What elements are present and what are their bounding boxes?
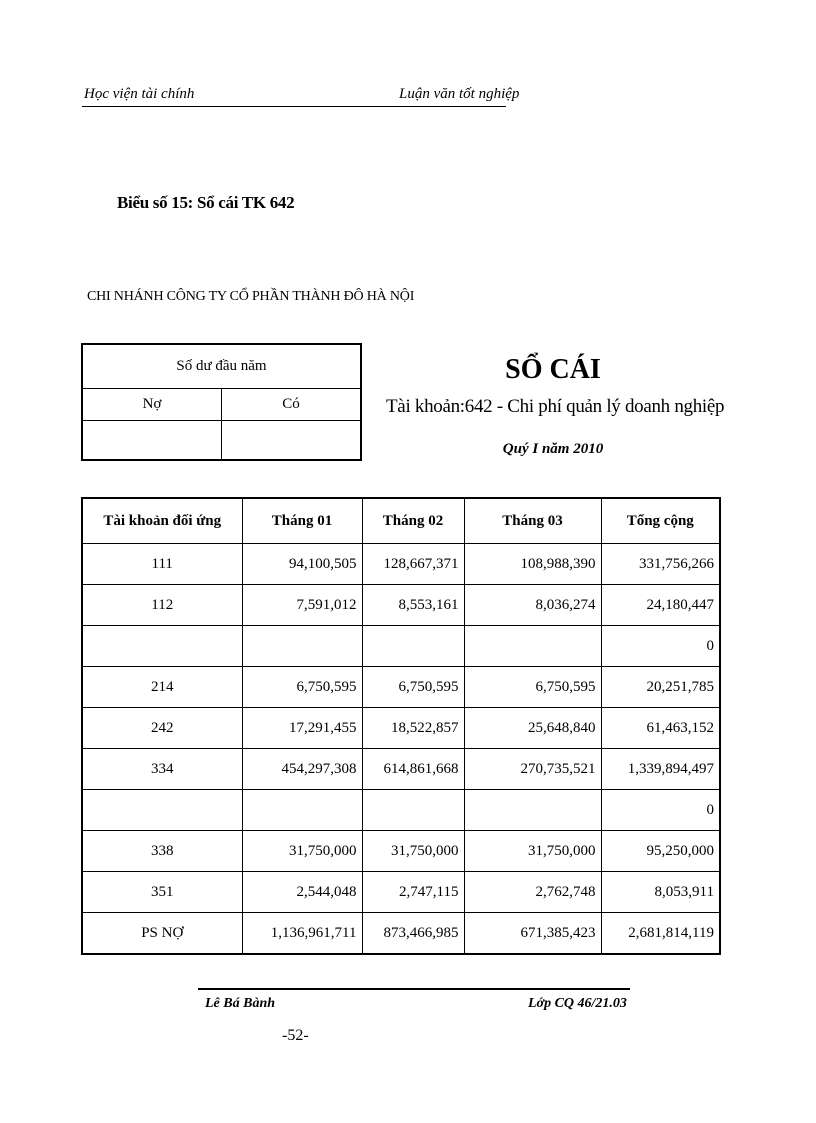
debit-value (82, 421, 222, 461)
cell-month-03: 31,750,000 (464, 831, 601, 872)
ledger-table (81, 497, 721, 955)
cell-account: 351 (82, 872, 242, 913)
cell-month-01: 454,297,308 (242, 749, 362, 790)
cell-total: 0 (601, 790, 720, 831)
cell-month-01: 1,136,961,711 (242, 913, 362, 955)
cell-month-01 (242, 790, 362, 831)
cell-account (82, 626, 242, 667)
cell-month-02 (362, 790, 464, 831)
ledger-period: Quý I năm 2010 (502, 441, 604, 457)
cell-total: 1,339,894,497 (601, 749, 720, 790)
cell-account: 242 (82, 708, 242, 749)
opening-balance-table (81, 343, 362, 461)
col-header-month-02: Tháng 02 (362, 498, 464, 544)
cell-month-03: 25,648,840 (464, 708, 601, 749)
cell-month-03: 6,750,595 (464, 667, 601, 708)
table-row (82, 667, 720, 708)
cell-account: PS NỢ (82, 913, 242, 955)
ledger-title: SỔ CÁI (505, 354, 601, 385)
cell-month-02: 873,466,985 (362, 913, 464, 955)
cell-total: 8,053,911 (601, 872, 720, 913)
credit-header: Có (222, 389, 362, 421)
cell-month-02: 2,747,115 (362, 872, 464, 913)
cell-month-03: 108,988,390 (464, 544, 601, 585)
cell-month-02: 8,553,161 (362, 585, 464, 626)
header-institution: Học viện tài chính (84, 86, 195, 102)
opening-balance-title: Số dư đầu năm (82, 344, 361, 389)
cell-month-03: 671,385,423 (464, 913, 601, 955)
header-rule (82, 106, 506, 107)
page-number: -52- (282, 1027, 309, 1044)
cell-month-03 (464, 626, 601, 667)
cell-month-02: 614,861,668 (362, 749, 464, 790)
col-header-account: Tài khoản đối ứng (82, 498, 242, 544)
table-row (82, 585, 720, 626)
company-name: CHI NHÁNH CÔNG TY CỔ PHẦN THÀNH ĐÔ HÀ NỘI (87, 289, 415, 304)
cell-account: 338 (82, 831, 242, 872)
form-title: Biểu số 15: Sổ cái TK 642 (117, 193, 295, 212)
table-row (82, 749, 720, 790)
col-header-month-01: Tháng 01 (242, 498, 362, 544)
ledger-account: Tài khoản:642 - Chi phí quản lý doanh nghiệp (386, 396, 725, 417)
cell-total: 2,681,814,119 (601, 913, 720, 955)
col-header-total: Tổng cộng (601, 498, 720, 544)
cell-month-02: 18,522,857 (362, 708, 464, 749)
cell-total: 24,180,447 (601, 585, 720, 626)
cell-month-02 (362, 626, 464, 667)
cell-month-02: 31,750,000 (362, 831, 464, 872)
cell-month-01: 94,100,505 (242, 544, 362, 585)
cell-total: 0 (601, 626, 720, 667)
credit-value (222, 421, 362, 461)
ledger-header-row (82, 498, 720, 544)
cell-month-03: 8,036,274 (464, 585, 601, 626)
cell-account: 334 (82, 749, 242, 790)
cell-month-03 (464, 790, 601, 831)
table-row-total (82, 913, 720, 955)
footer-class: Lớp CQ 46/21.03 (528, 996, 627, 1011)
cell-account: 214 (82, 667, 242, 708)
table-row (82, 872, 720, 913)
footer-rule (198, 988, 630, 990)
cell-total: 61,463,152 (601, 708, 720, 749)
table-row (82, 708, 720, 749)
cell-month-03: 270,735,521 (464, 749, 601, 790)
cell-month-03: 2,762,748 (464, 872, 601, 913)
table-row (82, 544, 720, 585)
cell-month-01: 31,750,000 (242, 831, 362, 872)
cell-account: 112 (82, 585, 242, 626)
cell-total: 20,251,785 (601, 667, 720, 708)
cell-account (82, 790, 242, 831)
cell-total: 95,250,000 (601, 831, 720, 872)
cell-total: 331,756,266 (601, 544, 720, 585)
cell-account: 111 (82, 544, 242, 585)
cell-month-01: 7,591,012 (242, 585, 362, 626)
cell-month-01: 6,750,595 (242, 667, 362, 708)
table-row (82, 626, 720, 667)
cell-month-02: 6,750,595 (362, 667, 464, 708)
cell-month-01: 17,291,455 (242, 708, 362, 749)
cell-month-01 (242, 626, 362, 667)
cell-month-02: 128,667,371 (362, 544, 464, 585)
cell-month-01: 2,544,048 (242, 872, 362, 913)
col-header-month-03: Tháng 03 (464, 498, 601, 544)
footer-author: Lê Bá Bành (205, 996, 276, 1011)
table-row (82, 831, 720, 872)
header-thesis-label: Luận văn tốt nghiệp (399, 86, 520, 102)
debit-header: Nợ (82, 389, 222, 421)
table-row (82, 790, 720, 831)
